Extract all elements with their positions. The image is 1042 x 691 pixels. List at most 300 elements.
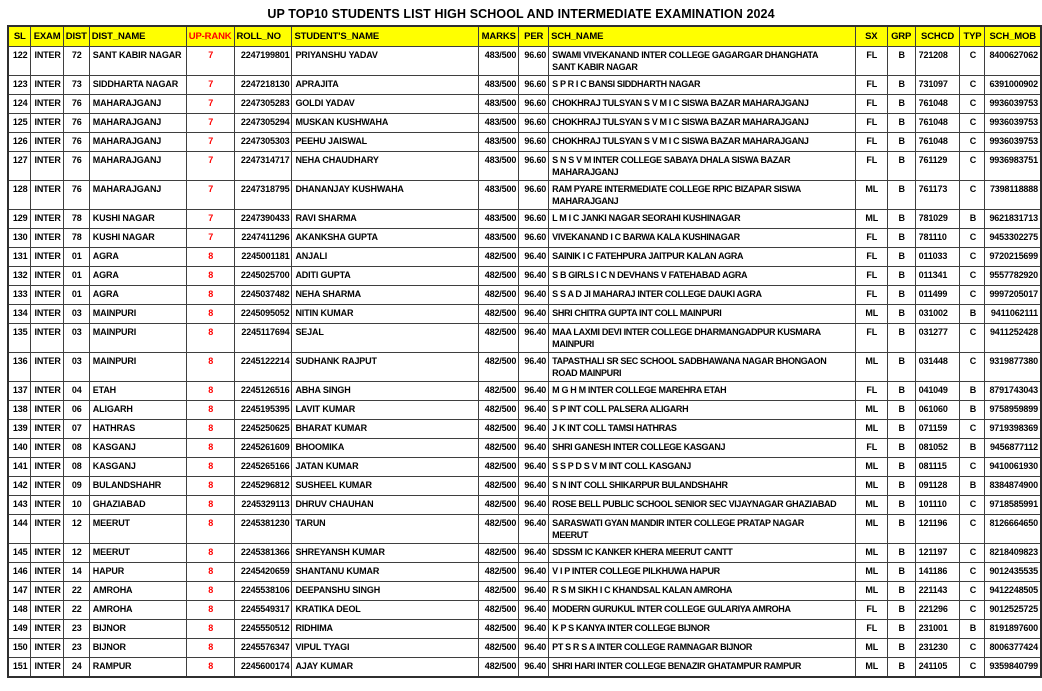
cell-grp: B (887, 152, 915, 181)
cell-student: SEJAL (292, 324, 479, 353)
table-row (8, 563, 1041, 582)
cell-roll: 2247305283 (234, 95, 292, 114)
cell-typ: B (960, 382, 985, 401)
cell-roll: 2247318795 (234, 181, 292, 210)
cell-student: SUDHANK RAJPUT (292, 353, 479, 382)
cell-per: 96.40 (519, 401, 549, 420)
cell-typ: B (960, 620, 985, 639)
cell-per: 96.40 (519, 420, 549, 439)
cell-typ: C (960, 420, 985, 439)
cell-grp: B (887, 620, 915, 639)
cell-sx: ML (855, 563, 887, 582)
cell-rank: 7 (186, 181, 234, 210)
cell-schcd: 221296 (915, 601, 960, 620)
cell-school: R S M SIKH I C KHANDSAL KALAN AMROHA (549, 582, 856, 601)
cell-mob: 9557782920 (985, 267, 1041, 286)
cell-per: 96.40 (519, 544, 549, 563)
cell-student: JATAN KUMAR (292, 458, 479, 477)
cell-student: RAVI SHARMA (292, 210, 479, 229)
cell-dist_name: KASGANJ (89, 458, 186, 477)
cell-grp: B (887, 47, 915, 76)
cell-mob: 9411062111 (985, 305, 1041, 324)
cell-dist: 76 (63, 181, 89, 210)
cell-roll: 2247305294 (234, 114, 292, 133)
cell-school: L M I C JANKI NAGAR SEORAHI KUSHINAGAR (549, 210, 856, 229)
cell-per: 96.40 (519, 620, 549, 639)
cell-sl: 148 (8, 601, 31, 620)
cell-school: SAINIK I C FATEHPURA JAITPUR KALAN AGRA (549, 248, 856, 267)
cell-roll: 2245381230 (234, 515, 292, 544)
cell-marks: 482/500 (479, 439, 519, 458)
cell-dist_name: AGRA (89, 286, 186, 305)
cell-marks: 482/500 (479, 382, 519, 401)
cell-marks: 482/500 (479, 582, 519, 601)
table-row (8, 420, 1041, 439)
cell-dist: 08 (63, 458, 89, 477)
cell-rank: 8 (186, 639, 234, 658)
cell-schcd: 221143 (915, 582, 960, 601)
cell-sx: FL (855, 152, 887, 181)
cell-sx: ML (855, 515, 887, 544)
cell-sx: FL (855, 601, 887, 620)
cell-grp: B (887, 248, 915, 267)
cell-mob: 9936983751 (985, 152, 1041, 181)
cell-schcd: 761173 (915, 181, 960, 210)
cell-grp: B (887, 267, 915, 286)
cell-typ: C (960, 76, 985, 95)
cell-schcd: 231230 (915, 639, 960, 658)
cell-mob: 9936039753 (985, 95, 1041, 114)
cell-schcd: 761048 (915, 114, 960, 133)
cell-sx: FL (855, 267, 887, 286)
cell-dist: 01 (63, 286, 89, 305)
column-header-grp: GRP (887, 26, 915, 47)
cell-sl: 127 (8, 152, 31, 181)
cell-per: 96.60 (519, 76, 549, 95)
table-row (8, 152, 1041, 181)
cell-student: NITIN KUMAR (292, 305, 479, 324)
cell-student: SHANTANU KUMAR (292, 563, 479, 582)
cell-sl: 142 (8, 477, 31, 496)
table-row (8, 620, 1041, 639)
cell-schcd: 081052 (915, 439, 960, 458)
cell-dist_name: HATHRAS (89, 420, 186, 439)
cell-sl: 147 (8, 582, 31, 601)
cell-exam: INTER (31, 248, 63, 267)
cell-grp: B (887, 458, 915, 477)
cell-grp: B (887, 229, 915, 248)
cell-dist_name: AGRA (89, 248, 186, 267)
cell-sl: 141 (8, 458, 31, 477)
column-header-mob: SCH_MOB (985, 26, 1041, 47)
cell-grp: B (887, 286, 915, 305)
cell-typ: C (960, 47, 985, 76)
cell-dist_name: MAINPURI (89, 305, 186, 324)
cell-dist_name: KUSHI NAGAR (89, 229, 186, 248)
table-row (8, 477, 1041, 496)
cell-roll: 2245122214 (234, 353, 292, 382)
cell-sl: 125 (8, 114, 31, 133)
cell-typ: B (960, 477, 985, 496)
table-row (8, 382, 1041, 401)
cell-per: 96.40 (519, 601, 549, 620)
table-row (8, 47, 1041, 76)
cell-schcd: 721208 (915, 47, 960, 76)
cell-sl: 145 (8, 544, 31, 563)
cell-dist: 12 (63, 544, 89, 563)
cell-dist: 22 (63, 601, 89, 620)
cell-student: PRIYANSHU YADAV (292, 47, 479, 76)
column-header-school: SCH_NAME (549, 26, 856, 47)
cell-sx: ML (855, 353, 887, 382)
cell-exam: INTER (31, 496, 63, 515)
cell-student: VIPUL TYAGI (292, 639, 479, 658)
cell-grp: B (887, 353, 915, 382)
cell-rank: 7 (186, 76, 234, 95)
cell-school: MAA LAXMI DEVI INTER COLLEGE DHARMANGADPUR KUSMARA MAINPURI (549, 324, 856, 353)
cell-sl: 140 (8, 439, 31, 458)
cell-dist: 10 (63, 496, 89, 515)
cell-rank: 8 (186, 439, 234, 458)
cell-mob: 9456877112 (985, 439, 1041, 458)
cell-rank: 7 (186, 95, 234, 114)
cell-rank: 8 (186, 544, 234, 563)
cell-marks: 482/500 (479, 658, 519, 677)
cell-roll: 2245037482 (234, 286, 292, 305)
cell-rank: 8 (186, 515, 234, 544)
cell-sx: ML (855, 305, 887, 324)
cell-roll: 2245025700 (234, 267, 292, 286)
cell-school: CHOKHRAJ TULSYAN S V M I C SISWA BAZAR MAHARAJGANJ (549, 133, 856, 152)
cell-roll: 2245261609 (234, 439, 292, 458)
cell-grp: B (887, 210, 915, 229)
cell-school: S N S V M INTER COLLEGE SABAYA DHALA SISWA BAZAR MAHARAJGANJ (549, 152, 856, 181)
table-row (8, 439, 1041, 458)
cell-student: DEEPANSHU SINGH (292, 582, 479, 601)
cell-schcd: 031277 (915, 324, 960, 353)
cell-student: LAVIT KUMAR (292, 401, 479, 420)
cell-sx: FL (855, 114, 887, 133)
cell-roll: 2247390433 (234, 210, 292, 229)
cell-rank: 8 (186, 401, 234, 420)
cell-exam: INTER (31, 305, 63, 324)
cell-exam: INTER (31, 181, 63, 210)
cell-marks: 482/500 (479, 286, 519, 305)
cell-grp: B (887, 439, 915, 458)
cell-roll: 2247314717 (234, 152, 292, 181)
header-row (8, 26, 1041, 47)
cell-typ: C (960, 458, 985, 477)
cell-marks: 482/500 (479, 544, 519, 563)
cell-sx: ML (855, 458, 887, 477)
cell-mob: 9621831713 (985, 210, 1041, 229)
cell-sl: 146 (8, 563, 31, 582)
table-row (8, 248, 1041, 267)
cell-mob: 8400627062 (985, 47, 1041, 76)
cell-marks: 483/500 (479, 210, 519, 229)
cell-typ: C (960, 496, 985, 515)
cell-rank: 7 (186, 229, 234, 248)
cell-exam: INTER (31, 95, 63, 114)
cell-exam: INTER (31, 601, 63, 620)
cell-sl: 149 (8, 620, 31, 639)
cell-mob: 9412248505 (985, 582, 1041, 601)
cell-rank: 8 (186, 286, 234, 305)
cell-exam: INTER (31, 401, 63, 420)
column-header-per: PER (519, 26, 549, 47)
table-row (8, 515, 1041, 544)
cell-school: SHRI HARI INTER COLLEGE BENAZIR GHATAMPUR RAMPUR (549, 658, 856, 677)
cell-schcd: 761048 (915, 133, 960, 152)
cell-mob: 9718585991 (985, 496, 1041, 515)
cell-rank: 8 (186, 477, 234, 496)
cell-roll: 2247305303 (234, 133, 292, 152)
column-header-sl: SL (8, 26, 31, 47)
cell-sx: FL (855, 439, 887, 458)
cell-grp: B (887, 95, 915, 114)
cell-marks: 482/500 (479, 420, 519, 439)
cell-roll: 2245549317 (234, 601, 292, 620)
cell-marks: 483/500 (479, 152, 519, 181)
cell-student: NEHA CHAUDHARY (292, 152, 479, 181)
cell-schcd: 141186 (915, 563, 960, 582)
cell-school: S N INT COLL SHIKARPUR BULANDSHAHR (549, 477, 856, 496)
cell-sl: 134 (8, 305, 31, 324)
cell-per: 96.40 (519, 324, 549, 353)
cell-mob: 9453302275 (985, 229, 1041, 248)
cell-marks: 483/500 (479, 95, 519, 114)
cell-per: 96.60 (519, 133, 549, 152)
cell-schcd: 011033 (915, 248, 960, 267)
cell-school: M G H M INTER COLLEGE MAREHRA ETAH (549, 382, 856, 401)
cell-marks: 483/500 (479, 47, 519, 76)
cell-exam: INTER (31, 324, 63, 353)
cell-mob: 9012525725 (985, 601, 1041, 620)
table-row (8, 639, 1041, 658)
cell-exam: INTER (31, 620, 63, 639)
cell-sl: 138 (8, 401, 31, 420)
cell-marks: 482/500 (479, 620, 519, 639)
cell-schcd: 101110 (915, 496, 960, 515)
cell-student: GOLDI YADAV (292, 95, 479, 114)
cell-per: 96.40 (519, 515, 549, 544)
cell-sx: FL (855, 133, 887, 152)
cell-dist: 12 (63, 515, 89, 544)
cell-roll: 2245381366 (234, 544, 292, 563)
column-header-roll: ROLL_NO (234, 26, 292, 47)
table-row (8, 267, 1041, 286)
table-row (8, 95, 1041, 114)
cell-per: 96.40 (519, 267, 549, 286)
cell-marks: 482/500 (479, 248, 519, 267)
cell-typ: C (960, 114, 985, 133)
cell-mob: 8791743043 (985, 382, 1041, 401)
cell-rank: 8 (186, 658, 234, 677)
cell-student: RIDHIMA (292, 620, 479, 639)
cell-school: K P S KANYA INTER COLLEGE BIJNOR (549, 620, 856, 639)
cell-school: S B GIRLS I C N DEVHANS V FATEHABAD AGRA (549, 267, 856, 286)
cell-typ: C (960, 544, 985, 563)
cell-student: PEEHU JAISWAL (292, 133, 479, 152)
cell-student: SHREYANSH KUMAR (292, 544, 479, 563)
cell-rank: 7 (186, 133, 234, 152)
cell-marks: 482/500 (479, 324, 519, 353)
table-row (8, 458, 1041, 477)
cell-sx: FL (855, 620, 887, 639)
cell-sx: FL (855, 248, 887, 267)
cell-schcd: 761129 (915, 152, 960, 181)
table-row (8, 324, 1041, 353)
cell-rank: 8 (186, 420, 234, 439)
cell-per: 96.40 (519, 305, 549, 324)
cell-mob: 9319877380 (985, 353, 1041, 382)
table-row (8, 305, 1041, 324)
cell-grp: B (887, 639, 915, 658)
cell-school: SHRI CHITRA GUPTA INT COLL MAINPURI (549, 305, 856, 324)
cell-school: S S A D JI MAHARAJ INTER COLLEGE DAUKI AGRA (549, 286, 856, 305)
cell-student: APRAJITA (292, 76, 479, 95)
table-row (8, 496, 1041, 515)
table-row (8, 181, 1041, 210)
cell-student: BHOOMIKA (292, 439, 479, 458)
column-header-dist_name: DIST_NAME (89, 26, 186, 47)
cell-dist: 22 (63, 582, 89, 601)
cell-school: RAM PYARE INTERMEDIATE COLLEGE RPIC BIZAPAR SISWA MAHARAJGANJ (549, 181, 856, 210)
cell-dist_name: MAHARAJGANJ (89, 95, 186, 114)
cell-student: BHARAT KUMAR (292, 420, 479, 439)
cell-grp: B (887, 601, 915, 620)
cell-rank: 8 (186, 382, 234, 401)
table-row (8, 229, 1041, 248)
cell-sx: ML (855, 658, 887, 677)
cell-typ: C (960, 601, 985, 620)
cell-per: 96.60 (519, 47, 549, 76)
cell-exam: INTER (31, 382, 63, 401)
cell-exam: INTER (31, 76, 63, 95)
cell-rank: 7 (186, 47, 234, 76)
cell-dist: 03 (63, 353, 89, 382)
cell-mob: 8384874900 (985, 477, 1041, 496)
cell-sl: 128 (8, 181, 31, 210)
cell-school: S P INT COLL PALSERA ALIGARH (549, 401, 856, 420)
cell-student: ABHA SINGH (292, 382, 479, 401)
table-row (8, 286, 1041, 305)
cell-school: SDSSM IC KANKER KHERA MEERUT CANTT (549, 544, 856, 563)
cell-mob: 6391000902 (985, 76, 1041, 95)
cell-per: 96.40 (519, 639, 549, 658)
cell-dist_name: ETAH (89, 382, 186, 401)
cell-grp: B (887, 76, 915, 95)
cell-typ: C (960, 133, 985, 152)
cell-dist_name: SANT KABIR NAGAR (89, 47, 186, 76)
cell-sl: 144 (8, 515, 31, 544)
cell-marks: 482/500 (479, 353, 519, 382)
cell-roll: 2245420659 (234, 563, 292, 582)
cell-schcd: 031002 (915, 305, 960, 324)
cell-school: ROSE BELL PUBLIC SCHOOL SENIOR SEC VIJAYNAGAR GHAZIABAD (549, 496, 856, 515)
cell-dist: 03 (63, 324, 89, 353)
table-row (8, 401, 1041, 420)
cell-grp: B (887, 382, 915, 401)
cell-roll: 2245550512 (234, 620, 292, 639)
cell-sl: 133 (8, 286, 31, 305)
cell-typ: C (960, 229, 985, 248)
cell-schcd: 731097 (915, 76, 960, 95)
cell-grp: B (887, 401, 915, 420)
cell-typ: C (960, 582, 985, 601)
cell-per: 96.60 (519, 114, 549, 133)
cell-grp: B (887, 324, 915, 353)
cell-roll: 2245538106 (234, 582, 292, 601)
cell-exam: INTER (31, 353, 63, 382)
cell-exam: INTER (31, 458, 63, 477)
cell-per: 96.60 (519, 210, 549, 229)
cell-school: CHOKHRAJ TULSYAN S V M I C SISWA BAZAR MAHARAJGANJ (549, 114, 856, 133)
cell-school: SARASWATI GYAN MANDIR INTER COLLEGE PRATAP NAGAR MEERUT (549, 515, 856, 544)
cell-sx: ML (855, 639, 887, 658)
cell-student: AKANKSHA GUPTA (292, 229, 479, 248)
cell-rank: 7 (186, 152, 234, 181)
cell-per: 96.40 (519, 658, 549, 677)
cell-sx: ML (855, 544, 887, 563)
cell-sl: 137 (8, 382, 31, 401)
table-row (8, 582, 1041, 601)
cell-schcd: 071159 (915, 420, 960, 439)
cell-mob: 9719398369 (985, 420, 1041, 439)
cell-rank: 8 (186, 496, 234, 515)
cell-typ: B (960, 401, 985, 420)
cell-sx: FL (855, 229, 887, 248)
cell-dist: 76 (63, 114, 89, 133)
cell-grp: B (887, 420, 915, 439)
cell-per: 96.40 (519, 582, 549, 601)
cell-sx: ML (855, 210, 887, 229)
cell-marks: 482/500 (479, 305, 519, 324)
cell-grp: B (887, 477, 915, 496)
cell-roll: 2247411296 (234, 229, 292, 248)
cell-rank: 8 (186, 582, 234, 601)
cell-sl: 124 (8, 95, 31, 114)
cell-dist_name: MAHARAJGANJ (89, 114, 186, 133)
cell-student: MUSKAN KUSHWAHA (292, 114, 479, 133)
cell-sl: 150 (8, 639, 31, 658)
cell-dist: 09 (63, 477, 89, 496)
cell-per: 96.40 (519, 477, 549, 496)
cell-roll: 2245195395 (234, 401, 292, 420)
cell-sl: 131 (8, 248, 31, 267)
cell-grp: B (887, 305, 915, 324)
cell-exam: INTER (31, 515, 63, 544)
cell-sl: 151 (8, 658, 31, 677)
cell-per: 96.60 (519, 95, 549, 114)
column-header-sx: SX (855, 26, 887, 47)
cell-rank: 8 (186, 353, 234, 382)
cell-typ: C (960, 563, 985, 582)
table-row (8, 133, 1041, 152)
cell-mob: 9359840799 (985, 658, 1041, 677)
cell-mob: 7398118888 (985, 181, 1041, 210)
cell-grp: B (887, 496, 915, 515)
table-row (8, 658, 1041, 677)
cell-school: SWAMI VIVEKANAND INTER COLLEGE GAGARGAR DHANGHATA SANT KABIR NAGAR (549, 47, 856, 76)
cell-school: V I P INTER COLLEGE PILKHUWA HAPUR (549, 563, 856, 582)
cell-dist: 04 (63, 382, 89, 401)
cell-schcd: 241105 (915, 658, 960, 677)
cell-sx: FL (855, 76, 887, 95)
cell-school: SHRI GANESH INTER COLLEGE KASGANJ (549, 439, 856, 458)
cell-sl: 132 (8, 267, 31, 286)
cell-per: 96.60 (519, 229, 549, 248)
